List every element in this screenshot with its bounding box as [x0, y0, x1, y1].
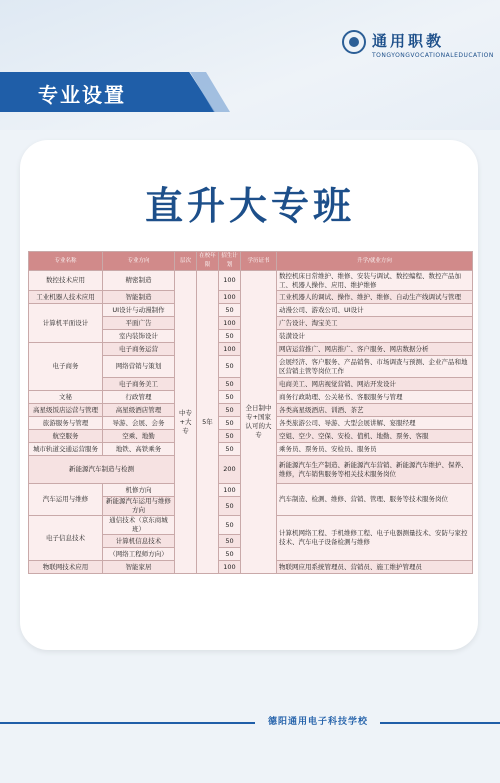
- plan-cell: 100: [219, 317, 241, 330]
- major-name: 工业机器人技术应用: [29, 291, 103, 304]
- major-direction: 新能源汽车运用与维修方向: [103, 497, 175, 516]
- logo-subtitle: TONGYONGVOCATIONALEDUCATION: [372, 52, 494, 59]
- plan-cell: 50: [219, 404, 241, 417]
- plan-cell: 200: [219, 456, 241, 484]
- plan-cell: 50: [219, 535, 241, 548]
- major-direction: 导游、会展、会务: [103, 417, 175, 430]
- level-cell: 中专+大专: [175, 271, 197, 574]
- header-career: 升学/就业方向: [277, 252, 473, 271]
- plan-cell: 50: [219, 391, 241, 404]
- career-cell: 商务行政助理、公关秘书、客服服务与管理: [277, 391, 473, 404]
- major-direction: 计算机信息技术: [103, 535, 175, 548]
- years-cell: 5年: [197, 271, 219, 574]
- major-direction: 高星级酒店管理: [103, 404, 175, 417]
- page-title: 直升大专班: [144, 184, 355, 228]
- major-name: 文秘: [29, 391, 103, 404]
- major-name: 汽车运用与维修: [29, 484, 103, 516]
- major-direction: （网络工程师方向）: [103, 548, 175, 561]
- seal-icon: [342, 30, 366, 54]
- career-cell: 各类旅游公司、导游、大型会展讲解、宴服经理: [277, 417, 473, 430]
- plan-cell: 50: [219, 497, 241, 516]
- career-cell: 装潢设计: [277, 330, 473, 343]
- header-years: 在校年限: [197, 252, 219, 271]
- major-name: 电子信息技术: [29, 516, 103, 561]
- major-direction: 室内装饰设计: [103, 330, 175, 343]
- plan-cell: 50: [219, 516, 241, 535]
- footer-divider-right: [380, 722, 500, 724]
- school-logo: [342, 28, 494, 62]
- table-row: [29, 271, 473, 291]
- section-title: 专业设置: [38, 83, 126, 107]
- major-direction: 电子商务美工: [103, 378, 175, 391]
- major-direction: UI设计与动漫制作: [103, 304, 175, 317]
- major-name: 城市轨道交通运营服务: [29, 443, 103, 456]
- certificate-cell: 全日制中专+国家认可的大专: [241, 271, 277, 574]
- header-level: 层次: [175, 252, 197, 271]
- major-name: 计算机平面设计: [29, 304, 103, 343]
- major-direction: 机修方向: [103, 484, 175, 497]
- major-direction: 平面广告: [103, 317, 175, 330]
- header-direction: 专业方向: [103, 252, 175, 271]
- plan-cell: 100: [219, 291, 241, 304]
- major-name: 高星级饭店运营与管理: [29, 404, 103, 417]
- plan-cell: 100: [219, 561, 241, 574]
- major-direction: 精密制造: [103, 271, 175, 291]
- major-name: 数控技术应用: [29, 271, 103, 291]
- major-name: 物联网技术应用: [29, 561, 103, 574]
- plan-cell: 50: [219, 443, 241, 456]
- career-cell: 会展经济、客户服务、产品销售、市场调查与预测、企业产品和地区营销主管等岗位工作: [277, 356, 473, 378]
- footer-divider: [0, 722, 255, 724]
- career-cell: 乘务员、票务员、安检员、服务员: [277, 443, 473, 456]
- plan-cell: 50: [219, 548, 241, 561]
- plan-cell: 50: [219, 417, 241, 430]
- logo-name: 通用职教: [372, 32, 445, 50]
- plan-cell: 50: [219, 304, 241, 317]
- plan-cell: 100: [219, 484, 241, 497]
- major-name: 电子商务: [29, 343, 103, 391]
- plan-cell: 50: [219, 330, 241, 343]
- table-header-row: [29, 252, 473, 271]
- career-cell: 广告设计、淘宝美工: [277, 317, 473, 330]
- major-direction: 通信技术（京东商城班）: [103, 516, 175, 535]
- major-direction: 新能源汽车制造与检测: [29, 456, 175, 484]
- career-cell: 物联网应用系统管理员、营销员、施工维护管理员: [277, 561, 473, 574]
- career-cell: 计算机网络工程、手机维修工程、电子电器测量技术、安防与家控技术、汽车电子设备检测与维修: [277, 516, 473, 561]
- plan-cell: 100: [219, 271, 241, 291]
- major-direction: 地铁、高铁乘务: [103, 443, 175, 456]
- major-direction: 空乘、地勤: [103, 430, 175, 443]
- header-certificate: 学历证书: [241, 252, 277, 271]
- plan-cell: 100: [219, 343, 241, 356]
- header-plan: 招生计划: [219, 252, 241, 271]
- major-direction: 智能制造: [103, 291, 175, 304]
- school-name: 德阳通用电子科技学校: [267, 717, 368, 727]
- major-name: 旅游服务与管理: [29, 417, 103, 430]
- career-cell: 新能源汽车生产制造、新能源汽车营销、新能源汽车维护、保养、维修，汽车销售服务等相关技术服务岗位: [277, 456, 473, 484]
- major-direction: 网络营销与策划: [103, 356, 175, 378]
- career-cell: 数控机床日常维护、维修、安装与调试、数控编程、数控产品加工、机器人操作、应用、维护维修: [277, 271, 473, 291]
- career-cell: 电商美工、网店视觉营销、网站开发设计: [277, 378, 473, 391]
- major-direction: 智能家居: [103, 561, 175, 574]
- career-cell: 空姐、空少、空保、安检、值机、地勤、票务、客服: [277, 430, 473, 443]
- header-major: 专业名称: [29, 252, 103, 271]
- plan-cell: 50: [219, 430, 241, 443]
- career-cell: 网店运营推广、网店推广、客户服务、网店数据分析: [277, 343, 473, 356]
- plan-cell: 50: [219, 378, 241, 391]
- plan-cell: 50: [219, 356, 241, 378]
- career-cell: 各类高星级酒店、训酒、茶艺: [277, 404, 473, 417]
- career-cell: 汽车制造、检测、维修、营销、管理、服务等技术服务岗位: [277, 484, 473, 516]
- major-direction: 行政管理: [103, 391, 175, 404]
- career-cell: 动漫公司、游戏公司、UI设计: [277, 304, 473, 317]
- program-table: [28, 251, 472, 574]
- career-cell: 工业机器人的调试、操作、维护、维修、自动生产线调试与管理: [277, 291, 473, 304]
- major-direction: 电子商务运营: [103, 343, 175, 356]
- major-name: 航空服务: [29, 430, 103, 443]
